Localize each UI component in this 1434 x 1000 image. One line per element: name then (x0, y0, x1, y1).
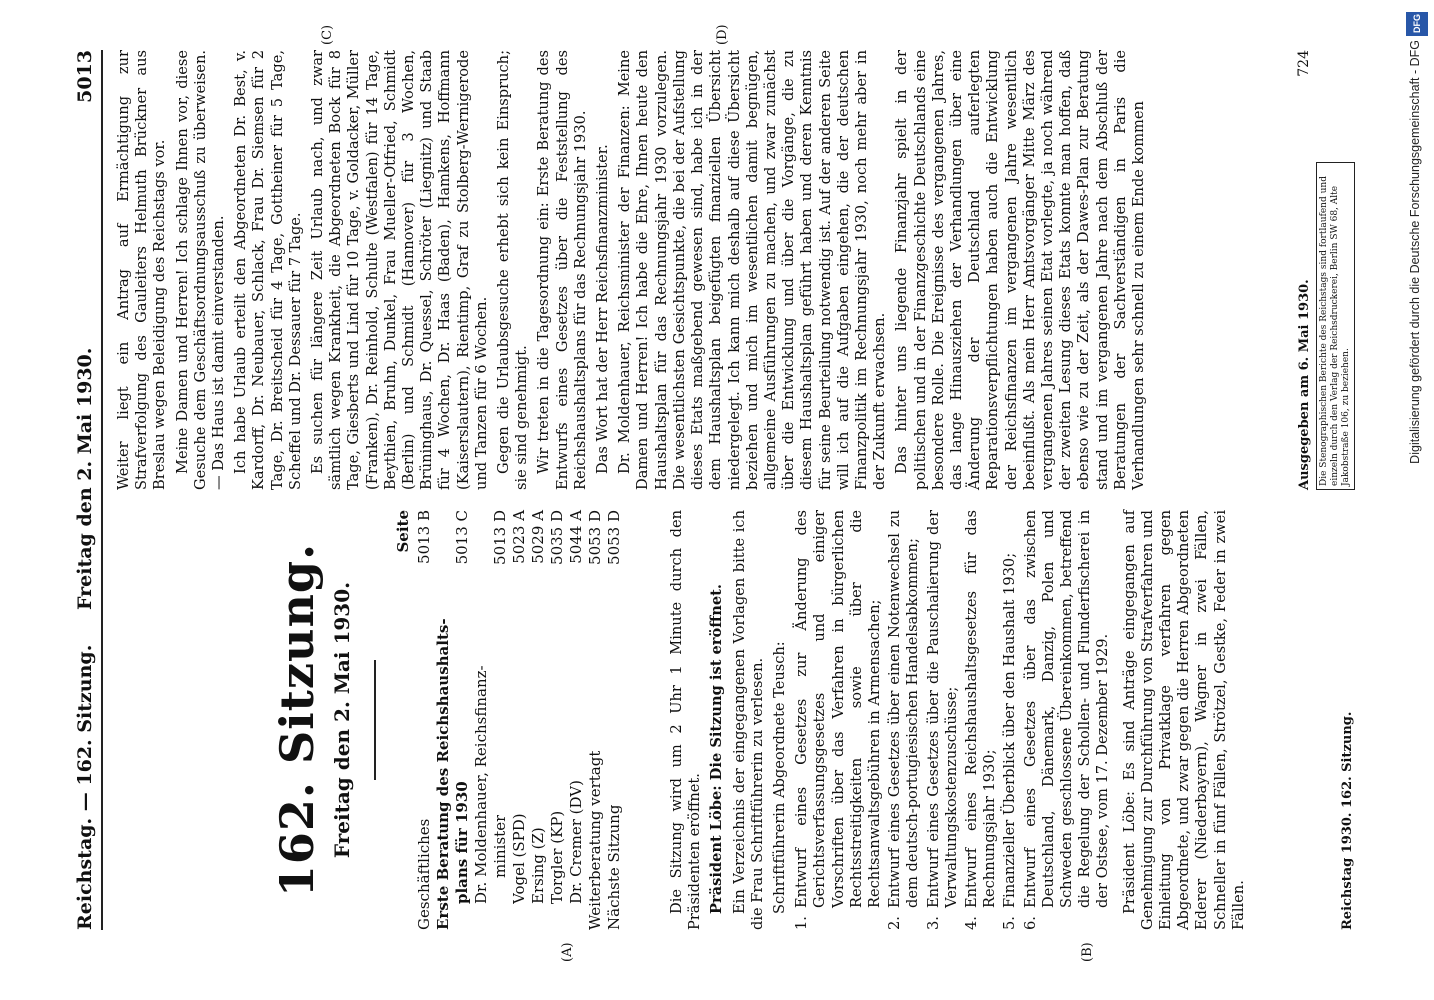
toc-label: Weiterberatung vertagt (586, 750, 604, 930)
toc-label: Torgler (KP) (548, 810, 566, 904)
dfg-sidebar (1404, 10, 1432, 990)
list-number: 5. (1001, 916, 1019, 930)
header-page-number: 5013 (74, 50, 96, 103)
header-rule (101, 50, 103, 930)
toc-label: Dr. Cremer (DV) (567, 780, 585, 904)
bill-list (793, 510, 1112, 930)
toc-row (548, 510, 567, 930)
header-left: Reichstag. — 162. Sitzung. (74, 644, 96, 930)
issued-date: Ausgegeben am 6. Mai 1930. (1297, 279, 1312, 490)
margin-mark-a: (A) (560, 942, 575, 962)
list-item (963, 510, 999, 930)
list-text: Finanzieller Überblick über den Haushalt 1930; (1001, 552, 1019, 908)
dfg-logo: DFG (1406, 12, 1428, 36)
page-header (66, 50, 100, 930)
title-separator (374, 660, 376, 780)
paragraph: Wir treten in die Tagesordnung ein: Erste Beratung des Entwurfs eines Gesetzes über die Feststellung des Reichshaushaltsplans für das Rechnungsjahr 1930. (535, 50, 589, 490)
schriftfuehrerin-paragraph: Schriftführerin Abgeordnete Teusch: (771, 641, 789, 914)
publisher-stamp: Die Stenographischen Berichte des Reichstags sind fortlaufend und einzeln durch den Verlag der Reichsdruckerei, Berlin SW 68, Alte Jakobstraße 106, zu beziehen. (1316, 162, 1355, 490)
toc-label: Vogel (SPD) (510, 813, 528, 904)
list-item (793, 510, 884, 930)
toc-label: Geschäftliches (415, 818, 433, 930)
paragraph: Weiter liegt ein Antrag auf Ermächtigung zur Strafverfolgung des Gauleiters Helmuth Brückner aus Breslau wegen Beleidigung des Reichstags vor. (115, 50, 169, 490)
list-item (1001, 510, 1019, 930)
toc-page: 5013 D (491, 510, 509, 565)
margin-mark-d: (D) (715, 24, 730, 45)
list-text: Entwurf eines Reichshaushaltsgesetzes für das Rechnungsjahr 1930; (963, 510, 999, 908)
president-statement-2: Präsident Löbe: Es sind Anträge eingegangen auf Genehmigung zur Durchführung von Strafverfahren und Einleitung von Privatklage verfahren gegen Abgeordnete, und zwar gegen die Herren Abgeordneten Ederer (Niederbayern), Wagner in zwei Fällen, Schneller in fünf Fällen, Strötzel, Gestke, Feder in zwei Fällen. (1120, 510, 1247, 930)
right-column (115, 50, 1355, 490)
toc-label: Erste Beratung des Reichshaushalts- (434, 618, 452, 930)
paragraph: Meine Damen und Herren! Ich schlage Ihnen vor, diese Gesuche dem Geschäftsordnungsausschuß zu überweisen. — Das Haus ist damit einverstanden. (173, 50, 228, 490)
toc-page: 5023 A (510, 510, 528, 564)
margin-mark-c: (C) (320, 24, 335, 45)
paragraph: Es suchen für längere Zeit Urlaub nach, und zwar sämtlich wegen Krankheit, die Abgeordneten Bock für 8 Tage, Giesberts und Lind für 10 Tage, v. Goldacker, Müller (Franken), Dr. Reinhold, Schulte (Westfalen) für 14 Tage, Beythien, Bruhn, Dunkel, Frau Mueller-Otfried, Schmidt (Berlin) und Schmidt (Hannover) für 3 Wochen, Brüninghaus, Dr. Quessel, Schröter (Liegnitz) und Staab für 4 Wochen, Dr. Haas (Baden), Hamkens, Hoffmann (Kaiserslautern), Rientimp, Graf zu Stolberg-Wernigerode und Tanzen für 6 Wochen. (309, 50, 490, 490)
toc-row (434, 510, 453, 930)
list-number: 2. (886, 916, 904, 930)
list-text: Entwurf eines Gesetzes über einen Notenwechsel zu dem deutsch-portugiesischen Handelsabkommen; (886, 510, 922, 908)
toc-label: Dr. Moldenhauer, Reichsfinanz- (472, 665, 490, 904)
toc-row (529, 510, 548, 930)
list-item (925, 510, 961, 930)
list-text: Entwurf eines Gesetzes zur Änderung des Gerichtsverfassungsgesetzes und einiger Vorschriften über das Verfahren in bürgerlichen Rechtsstreitigkeiten sowie über die Rechtsanwaltsgebühren in Armensachen; (793, 510, 884, 908)
list-item (1022, 510, 1113, 930)
speech-paragraph: Das hinter uns liegende Finanzjahr spielt in der politischen und in der Finanzgeschichte Deutschlands eine besondere Rolle. Die Ereignisse des vergangenen Jahres, das lange Hinausziehen der Verhandlungen über eine Änderung der Deutschland auferlegten Reparationsverpflichtungen haben auch die Entwicklung der Reichsfinanzen im vergangenen Jahre wesentlich beeinflußt. Als mein Herr Amtsvorgänger Mitte März des vergangenen Jahres seinen Etat vorlegte, ja noch während der zweiten Lesung dieses Etats konnte man hoffen, daß ebenso wie zu der Zeit, als der Dawes-Plan zur Beratung stand und im vergangenen Jahre nach dem Abschluß der Beratungen der Sachverständigen in Paris die Verhandlungen sehr schnell zu einem Ende kommen (893, 50, 1147, 490)
toc-row (567, 510, 586, 930)
speech-paragraph: Dr. Moldenhauer, Reichsminister der Finanzen: Meine Damen und Herren! Ich habe die Ehre, Ihnen heute den Haushaltsplan für das Rechnungsjahr 1930 vorzulegen. Die wesentlichsten Gesichtspunkte, die bei der Aufstellung dieses Etats maßgebend gewesen sind, habe ich in der dem Haushaltsplan beigefügten finanziellen Übersicht niedergelegt. Ich kann mich deshalb auf diese Übersicht beziehen und mich im wesentlichen damit begnügen, allgemeine Ausführungen zu machen, und zwar zunächst über die Entwicklung und über die Vorgänge, die zu diesem Haushaltsplan geführt haben und deren Kenntnis für seine Beurteilung notwendig ist. Auf der anderen Seite will ich auf die Aufgaben eingehen, die der deutschen Finanzpolitik im Rechnungsjahr 1930, noch mehr aber in der Zukunft erwachsen. (616, 50, 889, 490)
toc-page: 5044 A (567, 510, 585, 564)
session-date: Freitag den 2. Mai 1930. (330, 581, 354, 859)
paragraph: Gegen die Urlaubsgesuche erhebt sich kein Einspruch; sie sind genehmigt. (495, 50, 531, 490)
list-text: Entwurf eines Gesetzes über das zwischen Deutschland, Dänemark, Danzig, Polen und Schweden geschlossene Übereinkommen, betreffend die Regelung der Schollen- und Flunderfischerei in der Ostsee, vom 17. Dezember 1929. (1021, 510, 1112, 908)
list-number: 3. (924, 916, 942, 930)
toc-page: 5013 B (415, 510, 433, 564)
list-number: 6. (1021, 916, 1039, 930)
vorlagen-paragraph: Ein Verzeichnis der eingegangenen Vorlagen bitte ich die Frau Schriftführerin zu verlesen. (730, 510, 766, 930)
margin-mark-b: (B) (1080, 942, 1095, 962)
toc-seite-label: Seite (394, 510, 412, 553)
digitization-note: Digitalisierung gefördert durch die Deutsche Forschungsgemeinschaft - DFG (1408, 40, 1422, 464)
list-item (886, 510, 922, 930)
right-footer (1296, 50, 1355, 490)
president-statement-1: Präsident Löbe: Die Sitzung ist eröffnet. (708, 584, 726, 914)
left-footer: Reichstag 1930. 162. Sitzung. (1340, 711, 1355, 930)
toc-page: 5013 C (453, 510, 471, 565)
opening-paragraph: Die Sitzung wird um 2 Uhr 1 Minute durch den Präsidenten eröffnet. (668, 510, 704, 930)
toc-page: 5053 D (605, 510, 623, 565)
paragraph: Das Wort hat der Herr Reichsfinanzminister. (594, 144, 612, 474)
sheet-number: 724 (1296, 50, 1312, 77)
toc-row (491, 510, 510, 930)
left-column (115, 510, 1355, 930)
table-of-contents (394, 510, 624, 930)
list-number: 4. (963, 916, 981, 930)
left-body-text (668, 510, 1248, 930)
toc-row (415, 510, 434, 930)
right-body-text (115, 50, 1148, 490)
paragraph: Ich habe Urlaub erteilt den Abgeordneten Dr. Best, v. Kardorff, Dr. Neubauer, Schlack, Frau Dr. Siemsen für 2 Tage, Dr. Breitscheid für 4 Tage, Gottheiner für 5 Tage, Scheffel und Dr. Dessauer für 7 Tage. (232, 50, 304, 490)
toc-row (472, 510, 491, 930)
toc-label: Nächste Sitzung (605, 804, 623, 930)
list-number: 1. (793, 916, 811, 930)
toc-row (586, 510, 605, 930)
toc-page: 5029 A (529, 510, 547, 564)
toc-row (510, 510, 529, 930)
toc-page: 5053 D (586, 510, 604, 565)
session-title: 162. Sitzung. (270, 542, 324, 898)
header-date: Freitag den 2. Mai 1930. (74, 347, 96, 610)
toc-row (453, 510, 472, 930)
toc-label: Ersing (Z) (529, 827, 547, 904)
list-text: Entwurf eines Gesetzes über die Pauschalierung der Verwaltungskostenzuschüsse; (924, 510, 960, 908)
toc-page: 5035 D (548, 510, 566, 565)
toc-label: plans für 1930 (453, 781, 471, 904)
toc-row (605, 510, 624, 930)
toc-label: minister (491, 814, 509, 878)
